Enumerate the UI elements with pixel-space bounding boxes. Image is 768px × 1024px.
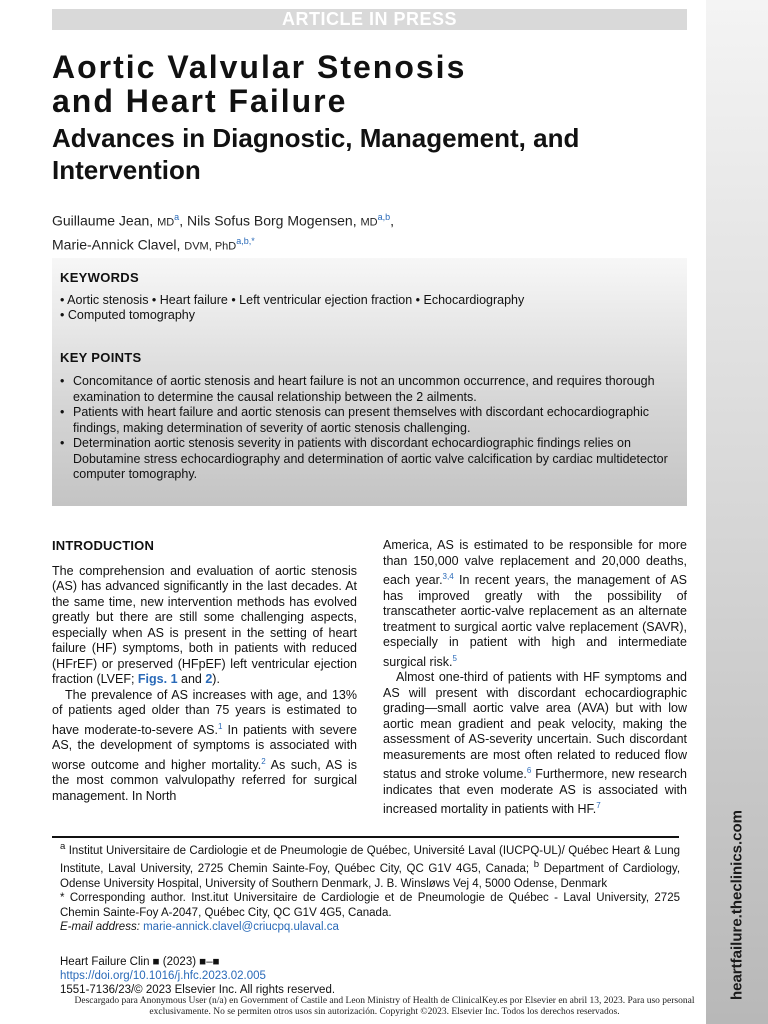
reference-link[interactable]: 5	[452, 653, 457, 663]
reference-link[interactable]: 2	[261, 756, 266, 766]
download-notice: Descargado para Anonymous User (n/a) en Government of Castile and Leon Ministry of Health de ClinicalKey.es por Elsevier en abril 13, 2023. Para uso personal exclusivamente. No se permiten otros usos sin autorización. Copyright ©2023. Elsevier Inc. Todos los derechos reservados.	[74, 996, 695, 1017]
subtitle-line-2: Intervention	[52, 155, 201, 185]
footnote-divider	[52, 836, 679, 838]
author-separator: ,	[390, 212, 395, 229]
title-line-2: and Heart Failure	[52, 83, 348, 119]
author-list	[52, 208, 692, 255]
reference-link[interactable]: 7	[596, 801, 601, 811]
body-column-left	[52, 538, 357, 804]
affiliation-marker[interactable]: a,b	[377, 212, 391, 222]
paragraph-text: The comprehension and evaluation of aortic stenosis (AS) has advanced significantly in the last decades. At the same time, new intervention methods has evolved greatly but there are still some challenging aspects, especially when AS is present in the setting of heart failure (HF) symptoms, both in patients with reduced (HFrEF) or preserved (HFpEF) left ventricular ejection fraction (LVEF;	[52, 563, 357, 686]
key-point-item: • Patients with heart failure and aortic stenosis can present themselves with discordant echocardiographic findings, making determination of severity of aortic stenosis challenging.	[60, 405, 672, 436]
subtitle-line-1: Advances in Diagnostic, Management, and	[52, 123, 580, 153]
footnotes	[60, 840, 680, 935]
author-name: Guillaume Jean,	[52, 212, 158, 229]
copyright-line: 1551-7136/23/© 2023 Elsevier Inc. All rights reserved.	[60, 984, 336, 996]
key-points-heading: KEY POINTS	[60, 350, 142, 365]
journal-website-label[interactable]: heartfailure.theclinics.com	[728, 809, 746, 1001]
keywords-line: • Computed tomography	[60, 308, 196, 322]
affiliation-marker[interactable]: a	[174, 212, 180, 222]
author-name: , Nils Sofus Borg Mogensen,	[179, 212, 361, 229]
key-point-item: • Determination aortic stenosis severity in patients with discordant echocardiographic findings relies on Dobutamine stress echocardiography and determination of aortic valve calcification by cardiac multidetector computer tomography.	[60, 436, 672, 483]
journal-info	[60, 955, 335, 997]
affiliation-text: Department of Cardiology, Odense University Hospital, University of Southern Denmark, J. B. Winsløws Vej 4, 5000 Odense, Denmark	[60, 863, 681, 890]
paragraph-text: In recent years, the management of AS has improved greatly with the possibility of transcatheter aortic-valve replacement as an alternate treatment to surgical aortic valve replacement (SAVR), especially in patient with high and intermediate surgical risk.	[383, 573, 687, 669]
affiliation-marker: b	[533, 859, 540, 871]
body-column-right	[383, 538, 687, 818]
paragraph-text: America, AS is estimated to be responsible for more than 150,000 valve replacement and 20,000 deaths, each year.	[383, 538, 687, 588]
keywords-line: • Aortic stenosis • Heart failure • Left ventricular ejection fraction • Echocardiography	[60, 293, 525, 307]
affiliation-note	[60, 840, 680, 891]
article-title	[52, 50, 692, 118]
author-degree: MD	[360, 216, 378, 229]
key-point-item: • Concomitance of aortic stenosis and heart failure is not an uncommon occurrence, and requires thorough examination to determine the causal relationship between the 2 ailments.	[60, 374, 672, 405]
introduction-heading: INTRODUCTION	[52, 538, 155, 553]
keywords-heading: KEYWORDS	[60, 270, 139, 285]
body-paragraph	[52, 688, 357, 805]
corresponding-author-note: * Corresponding author. Inst.itut Universitaire de Cardiologie et de Pneumologie de Québec - Laval University, 2725 Chemin Sainte-Foy A-2047, Québec City, QC G1V 4G5, Canada.	[60, 892, 680, 919]
paragraph-text: ).	[212, 672, 220, 686]
key-points-list	[60, 374, 672, 483]
paragraph-text: Almost one-third of patients with HF symptoms and AS will present with discordant echocardiographic grading—small aortic valve area (AVA) but with low aortic mean gradient and peak velocity, making the assessment of AS-severity uncertain. Such discordant measurements are most often related to reduced flow status and stroke volume.	[383, 670, 687, 782]
article-subtitle	[52, 122, 692, 186]
paragraph-text: The prevalence of AS increases with age, and 13% of patients aged older than 75 years is estimated to have moderate-to-severe AS.	[52, 687, 357, 737]
email-note	[60, 920, 680, 935]
paragraph-text: As such, AS is the most common valvulopathy referred for surgical management. In North	[52, 757, 357, 803]
body-paragraph	[52, 564, 357, 688]
paragraph-text: and	[177, 672, 206, 686]
reference-link[interactable]: 6	[526, 766, 532, 776]
article-in-press-banner: ARTICLE IN PRESS	[52, 9, 687, 30]
author-degree: MD	[157, 216, 175, 229]
email-label: E-mail address:	[60, 921, 140, 934]
title-line-1: Aortic Valvular Stenosis	[52, 49, 467, 85]
reference-link[interactable]: 1	[217, 721, 223, 731]
affiliation-marker[interactable]: a,b,*	[236, 235, 255, 246]
affiliation-marker: a	[60, 841, 66, 852]
journal-citation: Heart Failure Clin ■ (2023) ■–■	[60, 956, 220, 968]
doi-link[interactable]: https://doi.org/10.1016/j.hfc.2023.02.005	[60, 970, 266, 982]
affiliation-text: Institut Universitaire de Cardiologie et de Pneumologie de Québec, Université Laval (IUCPQ-UL)/ Québec Heart & Lung Institute, Laval University, 2725 Chemin Sainte-Foy, Québec City, QC G1V 4G5, Canada;	[60, 844, 680, 876]
author-degree: DVM, PhD	[184, 240, 237, 253]
paragraph-text: In patients with severe AS, the development of symptoms is associated with worse outcome and higher mortality.	[52, 722, 357, 772]
figure-link[interactable]: Figs. 1	[137, 672, 178, 686]
body-paragraph	[383, 670, 687, 818]
body-paragraph	[383, 538, 687, 670]
paragraph-text: Furthermore, new research indicates that even moderate AS is associated with increased mortality in patients with HF.	[383, 767, 687, 817]
email-link[interactable]: marie-annick.clavel@criucpq.ulaval.ca	[143, 921, 339, 934]
reference-link[interactable]: 3,4	[442, 572, 454, 581]
figure-link[interactable]: 2	[205, 672, 213, 686]
author-name: Marie-Annick Clavel,	[52, 236, 185, 253]
